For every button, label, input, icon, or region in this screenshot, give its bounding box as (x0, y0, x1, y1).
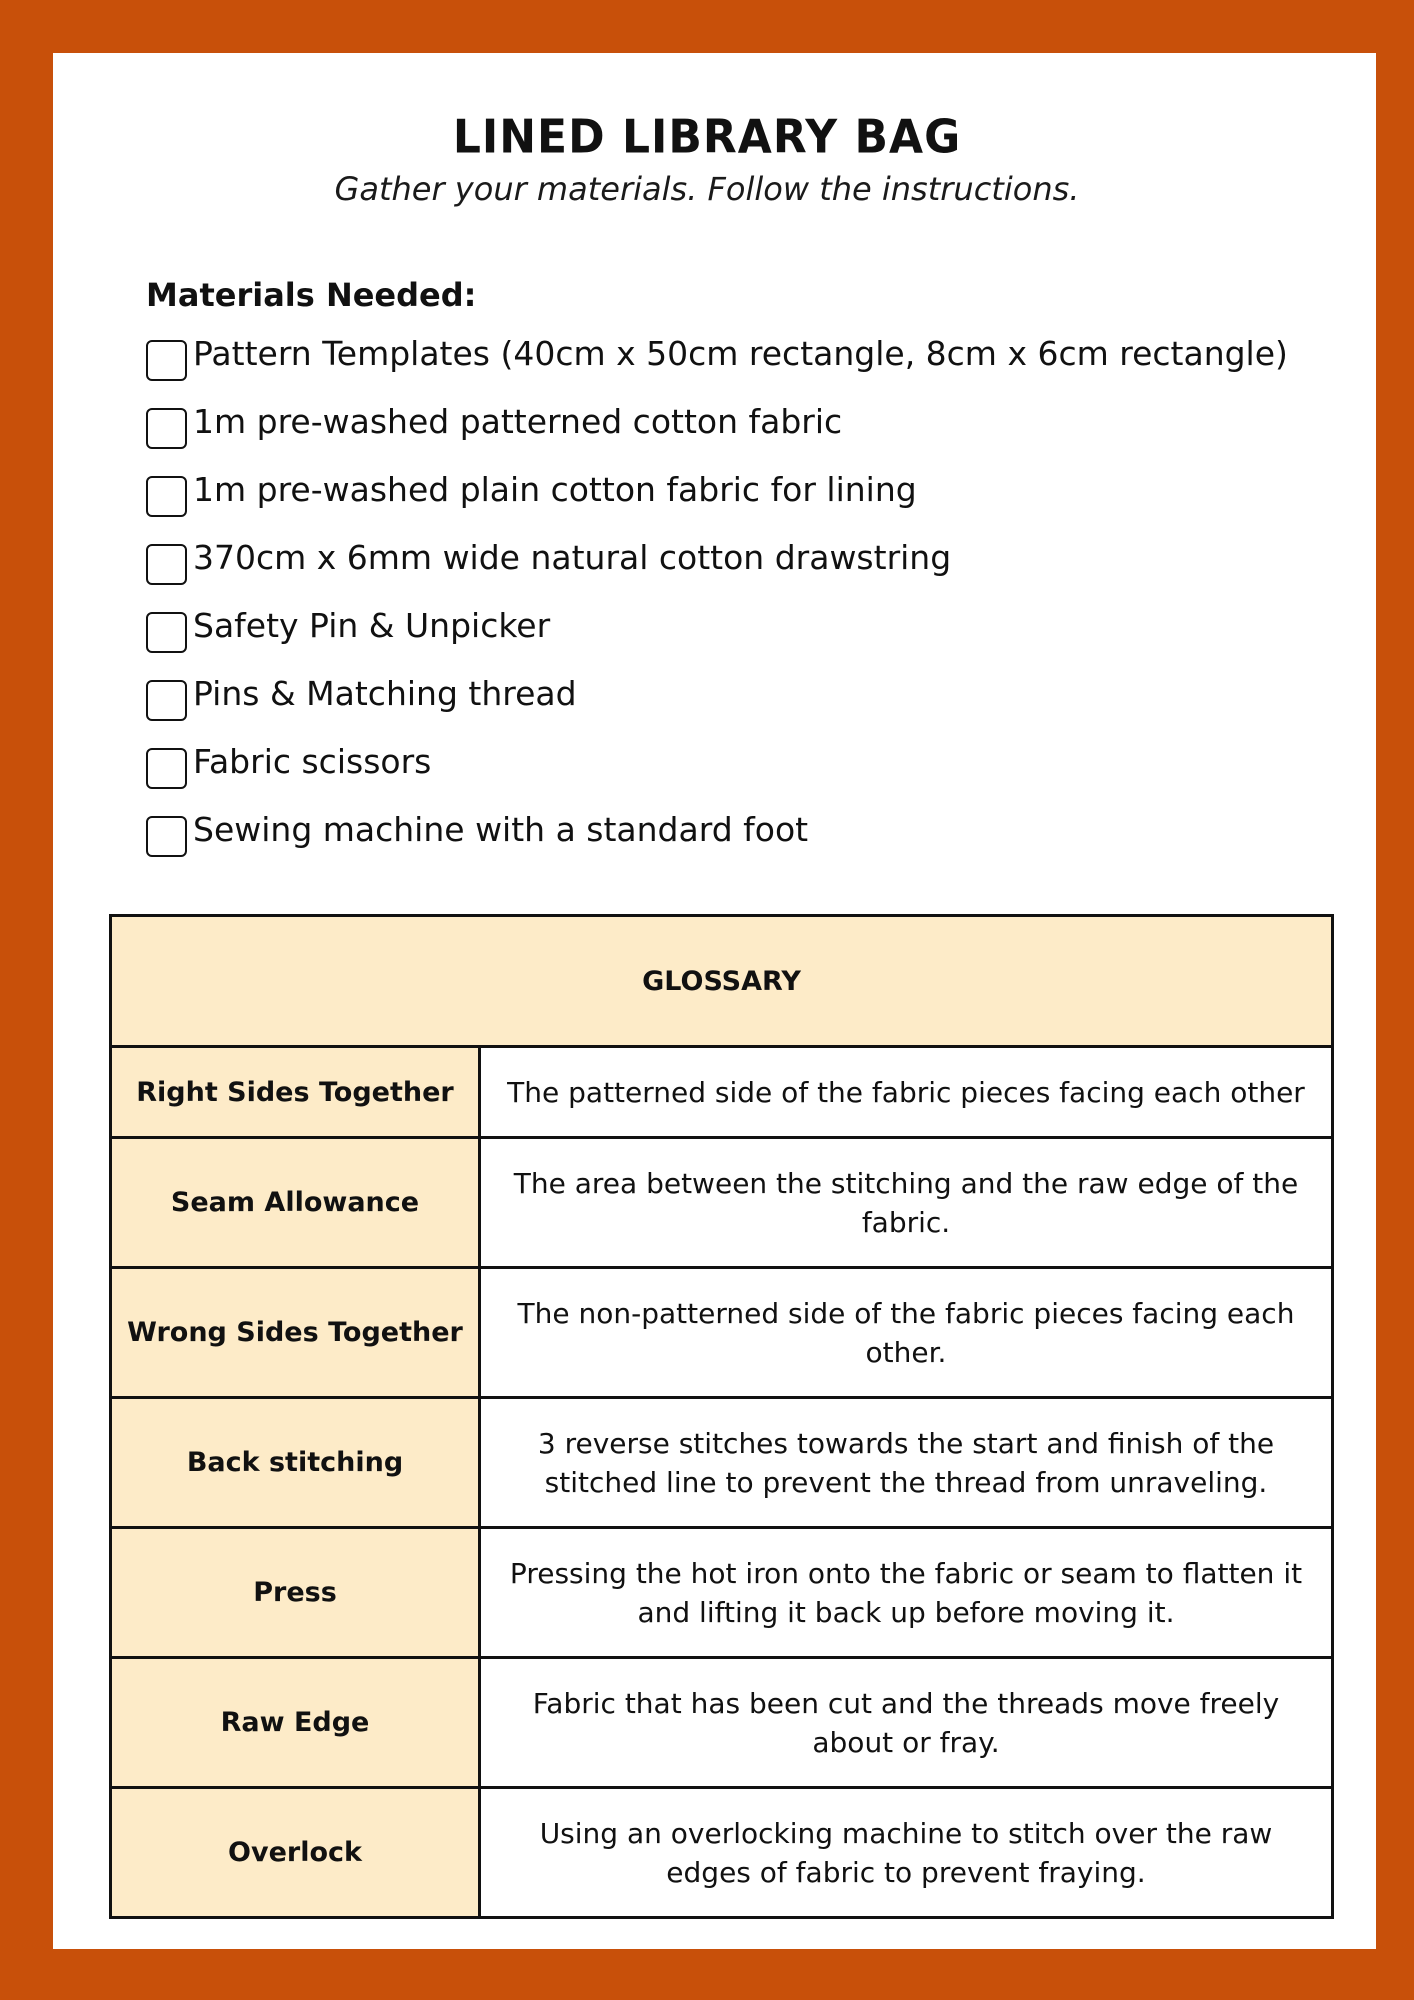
materials-item (146, 806, 1288, 874)
page-subtitle: Gather your materials. Follow the instructions. (334, 170, 1080, 208)
checkbox[interactable] (146, 816, 187, 857)
glossary-term: Wrong Sides Together (111, 1268, 480, 1398)
checkbox[interactable] (146, 680, 187, 721)
checkbox[interactable] (146, 340, 187, 381)
materials-item-label: Safety Pin & Unpicker (193, 606, 551, 645)
table-row (111, 1398, 1333, 1528)
glossary-definition: The patterned side of the fabric pieces facing each other (480, 1047, 1333, 1138)
glossary-definition: The area between the stitching and the raw edge of the fabric. (480, 1138, 1333, 1268)
materials-item (146, 670, 1288, 738)
glossary-term: Press (111, 1528, 480, 1658)
materials-item-label: 370cm x 6mm wide natural cotton drawstring (193, 538, 952, 577)
materials-item (146, 466, 1288, 534)
table-row (111, 1788, 1333, 1918)
glossary-definition: Fabric that has been cut and the threads move freely about or fray. (480, 1658, 1333, 1788)
glossary-heading: GLOSSARY (111, 916, 1333, 1047)
glossary-definition: Pressing the hot iron onto the fabric or seam to flatten it and lifting it back up before moving it. (480, 1528, 1333, 1658)
table-row (111, 1528, 1333, 1658)
checkbox[interactable] (146, 476, 187, 517)
glossary-term: Right Sides Together (111, 1047, 480, 1138)
materials-item-label: Pattern Templates (40cm x 50cm rectangle, 8cm x 6cm rectangle) (193, 334, 1288, 373)
glossary-term: Overlock (111, 1788, 480, 1918)
materials-item-label: Sewing machine with a standard foot (193, 810, 809, 849)
glossary-definition: 3 reverse stitches towards the start and finish of the stitched line to prevent the thread from unraveling. (480, 1398, 1333, 1528)
checkbox[interactable] (146, 748, 187, 789)
glossary-term: Seam Allowance (111, 1138, 480, 1268)
materials-item-label: Pins & Matching thread (193, 674, 577, 713)
materials-item-label: Fabric scissors (193, 742, 432, 781)
materials-item (146, 398, 1288, 466)
checkbox[interactable] (146, 408, 187, 449)
table-row (111, 1658, 1333, 1788)
glossary-term: Raw Edge (111, 1658, 480, 1788)
page-title: LINED LIBRARY BAG (452, 110, 962, 165)
glossary-table (109, 914, 1334, 1919)
table-row (111, 1047, 1333, 1138)
checkbox[interactable] (146, 544, 187, 585)
materials-item (146, 330, 1288, 398)
materials-item-label: 1m pre-washed plain cotton fabric for lining (193, 470, 917, 509)
materials-heading: Materials Needed: (146, 276, 477, 314)
glossary-definition: The non-patterned side of the fabric pieces facing each other. (480, 1268, 1333, 1398)
table-row (111, 1138, 1333, 1268)
materials-item-label: 1m pre-washed patterned cotton fabric (193, 402, 843, 441)
glossary-term: Back stitching (111, 1398, 480, 1528)
glossary-definition: Using an overlocking machine to stitch over the raw edges of fabric to prevent fraying. (480, 1788, 1333, 1918)
materials-checklist (146, 330, 1288, 874)
table-row (111, 1268, 1333, 1398)
materials-item (146, 534, 1288, 602)
checkbox[interactable] (146, 612, 187, 653)
materials-item (146, 738, 1288, 806)
materials-item (146, 602, 1288, 670)
